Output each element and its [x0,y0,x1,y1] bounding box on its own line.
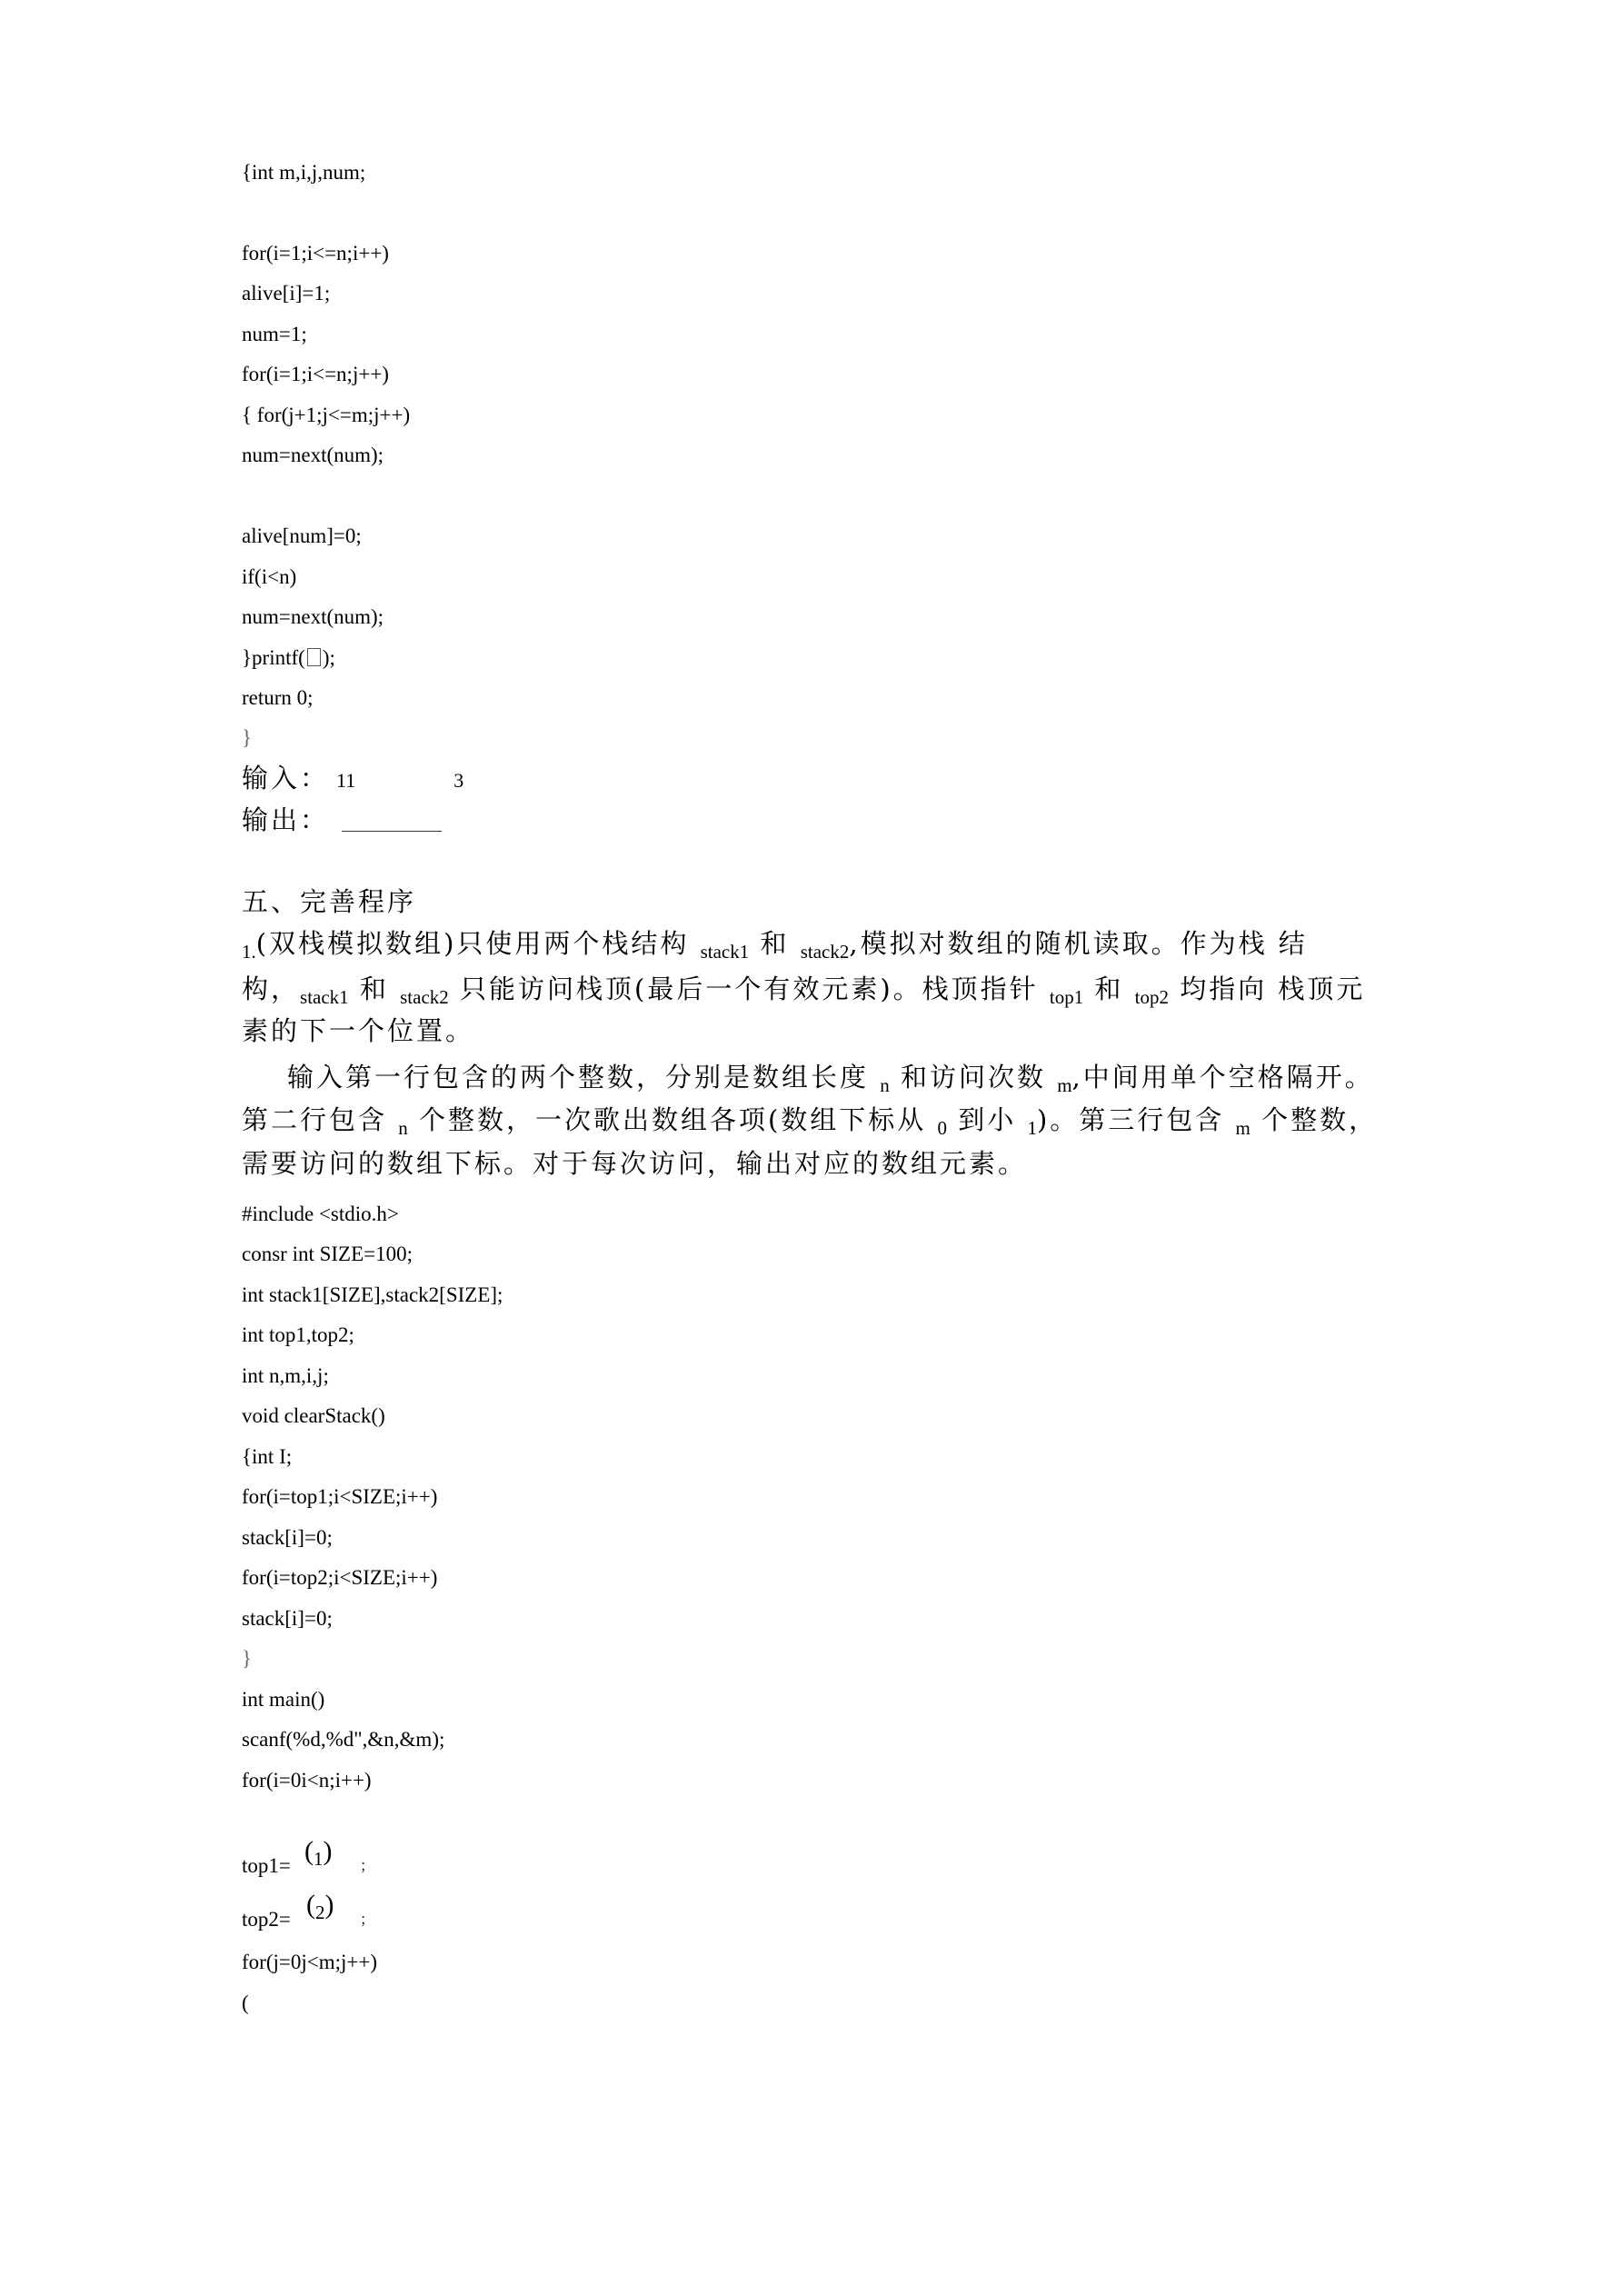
blank-number: 2 [315,1902,325,1923]
code-line: num=next(num); [242,605,384,628]
var-n: n [398,1117,408,1139]
code-line: stack[i]=0; [242,1607,333,1630]
var-m: m [1057,1074,1072,1096]
problem-text: 只能访问栈顶(最后一个有效元素)。栈顶指针 [460,973,1039,1004]
code-line: } [242,726,253,749]
output-label: 输出： [242,804,330,835]
term-top1: top1 [1049,986,1084,1008]
code-line: for(i=1;i<=n;i++) [242,242,389,265]
term-stack2: stack2 [800,941,850,963]
code-line: ( [242,1992,249,2014]
code-line: int top1,top2; [242,1323,354,1346]
missing-char-box [307,648,321,666]
code-line: consr int SIZE=100; [242,1243,413,1265]
problem-paragraph-line [242,923,1308,963]
code-line: { for(j+1;j<=m;j++) [242,404,411,426]
code-line: } [242,1647,253,1670]
problem-text: (双栈模拟数组)只使用两个栈结构 [255,928,690,959]
blank-1: $(_1)$ [304,1836,333,1870]
var-m: m [1235,1117,1250,1139]
printf-text: }printf( [242,646,305,669]
problem-text: 构， [242,973,301,1004]
code-line: stack[i]=0; [242,1526,333,1549]
code-line: void clearStack() [242,1404,385,1427]
problem-text: ,中间用单个空格隔开。 [1071,1062,1374,1093]
problem-text: ,模拟对数组的随机读取。作为栈 结 [849,928,1308,959]
semicolon: ； [360,1912,375,1928]
code-line: num=1; [242,323,307,345]
printf-end: ); [322,646,335,669]
problem-text: 均指向 栈顶元 [1180,973,1366,1004]
input-label: 输入： [242,763,330,794]
semicolon: ； [360,1859,375,1874]
code-line: if(i<n) [242,565,297,588]
code-line: alive[i]=1; [242,282,331,304]
problem-paragraph-line: 素的下一个位置。 [242,1015,475,1046]
code-line-printf [242,646,335,670]
code-line: return 0; [242,686,314,709]
var-n: n [880,1074,890,1096]
blank-number: 1 [314,1848,324,1870]
term-stack1: stack1 [700,941,750,963]
blank-2: $(_2)$ [306,1890,334,1923]
top2-label: top2= [242,1908,291,1931]
input-line [242,758,463,795]
conj: 和 [760,928,790,959]
problem-text: )。第三行包含 [1036,1104,1225,1135]
code-line: alive[num]=0; [242,524,362,547]
problem-paragraph-line [242,969,1365,1009]
code-line: for(i=top2;i<SIZE;i++) [242,1566,438,1589]
problem-paragraph-line: 需要访问的数组下标。对于每次访问，输出对应的数组元素。 [242,1148,1028,1179]
var-one: 1 [1027,1117,1037,1139]
code-line: for(i=top1;i<SIZE;i++) [242,1485,438,1508]
code-line: for(i=0i<n;i++) [242,1769,372,1792]
var-zero: 0 [937,1117,947,1139]
problem-text: 个整数，一次歌出数组各项(数组下标从 [418,1104,927,1135]
problem-number: 1. [242,941,256,963]
problem-paragraph-line [242,1100,1378,1140]
term-stack1: stack1 [300,986,349,1008]
input-value-a: 11 [336,769,356,792]
problem-text: 和访问次数 [900,1062,1046,1093]
code-line: for(j=0j<m;j++) [242,1951,377,1973]
blank-line-top1 [242,1854,291,1878]
problem-text: 输入第一行包含的两个整数，分别是数组长度 [287,1062,870,1093]
code-line: int stack1[SIZE],stack2[SIZE]; [242,1283,503,1306]
code-line: int n,m,i,j; [242,1364,329,1387]
input-value-b: 3 [453,769,464,792]
section-title: 五、完善程序 [242,886,417,917]
conj: 和 [1094,973,1124,1004]
term-stack2: stack2 [400,986,449,1008]
code-line: scanf(%d,%d",&n,&m); [242,1728,445,1751]
conj: 和 [359,973,389,1004]
output-line [242,800,442,837]
problem-paragraph-line [287,1057,1374,1097]
problem-text: 到小 [958,1104,1017,1135]
code-line: int main() [242,1688,325,1711]
code-line: {int I; [242,1445,293,1468]
blank-line-top2 [242,1908,291,1932]
term-top2: top2 [1134,986,1169,1008]
code-line: num=next(num); [242,444,384,466]
output-blank [342,811,442,832]
code-line: {int m,i,j,num; [242,161,366,184]
problem-text: 第二行包含 [242,1104,388,1135]
code-line: #include <stdio.h> [242,1203,399,1225]
code-line: for(i=1;i<=n;j++) [242,363,389,385]
top1-label: top1= [242,1854,291,1877]
problem-text: 个整数， [1261,1104,1379,1135]
